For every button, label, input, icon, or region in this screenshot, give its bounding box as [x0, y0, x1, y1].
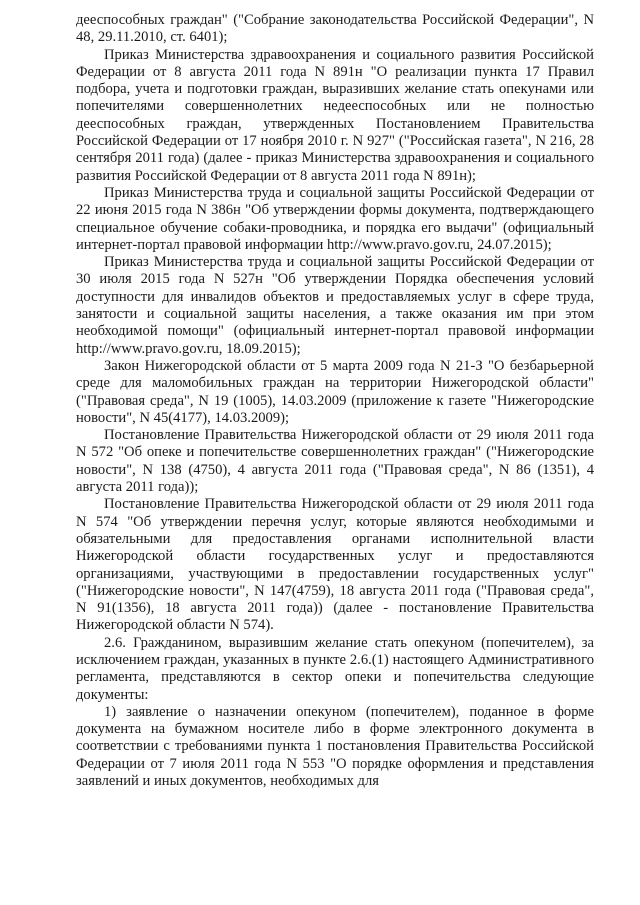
- paragraph-order-386n: Приказ Министерства труда и социальной защиты Российской Федерации от 22 июня 2015 года N 386н "Об утверждении формы документа, подтверждающего специальное обучение собаки-проводника, и порядка его выдачи" (официальный интернет-портал правовой информации http://www.pravo.gov.ru, 24.07.2015);: [76, 184, 594, 253]
- paragraph-section-2-6: 2.6. Гражданином, выразившим желание стать опекуном (попечителем), за исключением граждан, указанных в пункте 2.6.(1) настоящего Административного регламента, представляются в сектор опеки и попечительства следующие документы:: [76, 634, 594, 703]
- paragraph-law-21z: Закон Нижегородской области от 5 марта 2009 года N 21-З "О безбарьерной среде для маломобильных граждан на территории Нижегородской области" ("Правовая среда", N 19 (1005), 14.03.2009 (приложение к газете "Нижегородские новости", N 45(4177), 14.03.2009);: [76, 357, 594, 426]
- paragraph-civil-code-ref: дееспособных граждан" ("Собрание законодательства Российской Федерации", N 48, 29.11.2010, ст. 6401);: [76, 12, 594, 46]
- paragraph-item-1: 1) заявление о назначении опекуном (попечителем), поданное в форме документа на бумажном носителе либо в форме электронного документа в соответствии с требованиями пункта 1 постановления Правительства Российской Федерации от 7 июля 2011 года N 553 "О порядке оформления и представления заявлений и иных документов, необходимых для: [76, 703, 594, 790]
- paragraph-order-527n: Приказ Министерства труда и социальной защиты Российской Федерации от 30 июля 2015 года N 527н "Об утверждении Порядка обеспечения условий доступности для инвалидов объектов и предоставляемых услуг в сфере труда, занятости и социальной защиты населения, а также оказания им при этом необходимой помощи" (официальный интернет-портал правовой информации http://www.pravo.gov.ru, 18.09.2015);: [76, 254, 594, 357]
- paragraph-resolution-574: Постановление Правительства Нижегородской области от 29 июля 2011 года N 574 "Об утверждении перечня услуг, которые являются необходимыми и обязательными для предоставления органами исполнительной власти Нижегородской области государственных услуг и предоставляются организациями, участвующими в предоставлении государственных услуг" ("Нижегородские новости", N 147(4759), 18 августа 2011 года ("Правовая среда", N 91(1356), 18 августа 2011 года)) (далее - постановление Правительства Нижегородской области N 574).: [76, 496, 594, 634]
- paragraph-resolution-572: Постановление Правительства Нижегородской области от 29 июля 2011 года N 572 "Об опеке и попечительстве совершеннолетних граждан" ("Нижегородские новости", N 138 (4750), 4 августа 2011 года ("Правовая среда", N 86 (1351), 4 августа 2011 года));: [76, 427, 594, 496]
- paragraph-order-891n: Приказ Министерства здравоохранения и социального развития Российской Федерации от 8 августа 2011 года N 891н "О реализации пункта 17 Правил подбора, учета и подготовки граждан, выразивших желание стать опекунами или попечителями совершеннолетних недееспособных или не полностью дееспособных граждан, утвержденных Постановлением Правительства Российской Федерации от 17 ноября 2010 г. N 927" ("Российская газета", N 216, 28 сентября 2011 года) (далее - приказ Министерства здравоохранения и социального развития Российской Федерации от 8 августа 2011 года N 891н);: [76, 46, 594, 184]
